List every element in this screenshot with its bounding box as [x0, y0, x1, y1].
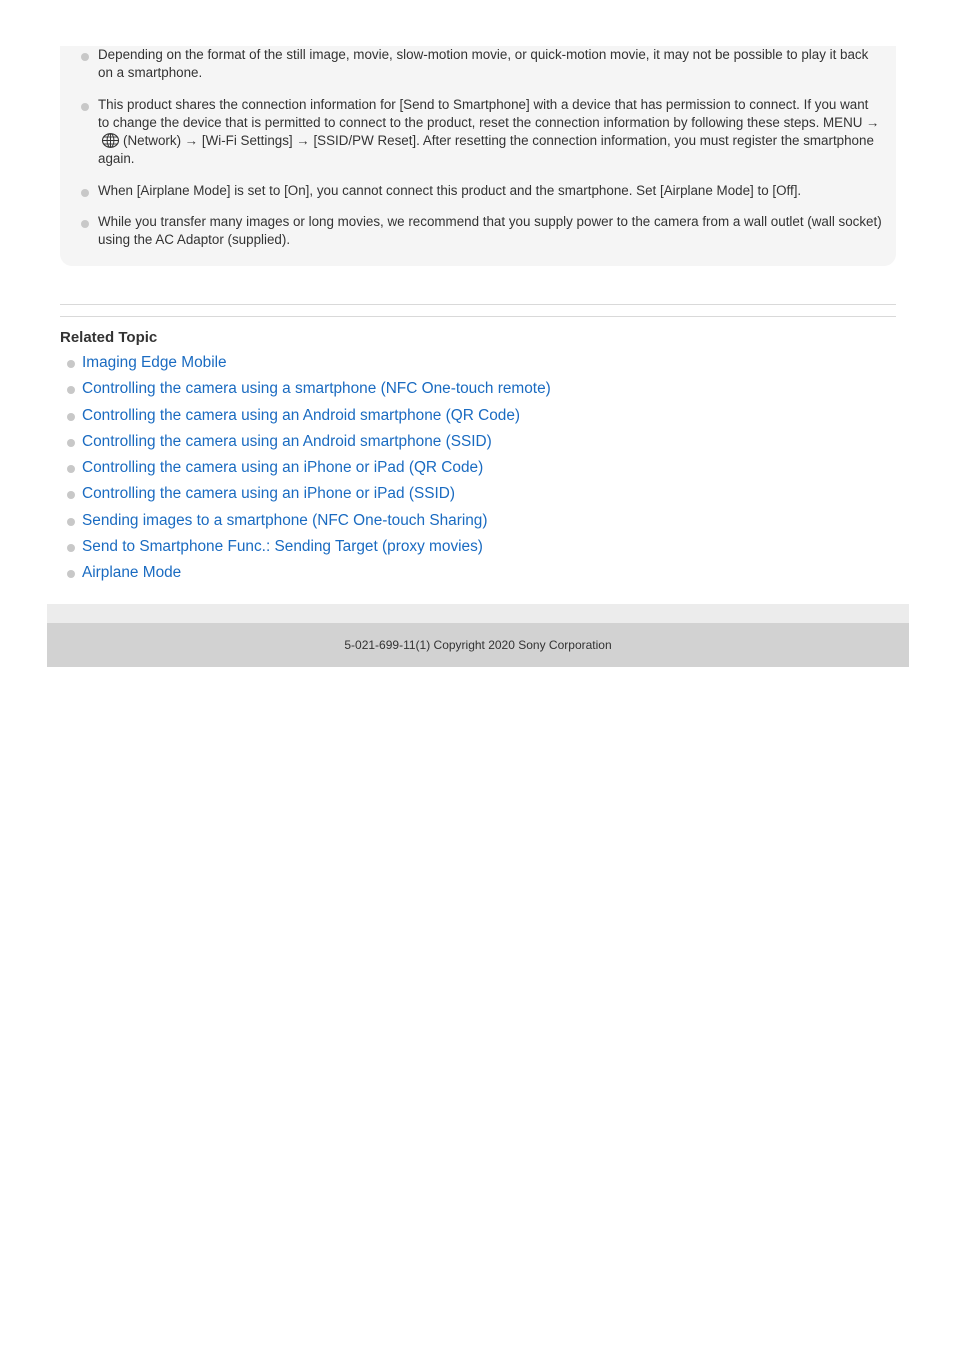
- list-item: [66, 431, 551, 457]
- bullet-icon: [81, 189, 89, 197]
- list-item: [66, 352, 551, 378]
- list-item: [66, 536, 551, 562]
- footer-band: [47, 604, 909, 623]
- bullet-icon: [81, 103, 89, 111]
- bullet-icon: [81, 220, 89, 228]
- note-item: [98, 213, 883, 249]
- notes-box: [60, 46, 896, 266]
- footer-copyright: 5-021-699-11(1) Copyright 2020 Sony Corporation: [47, 623, 909, 667]
- note-text: (Network) → [Wi-Fi Settings] → [SSID/PW Reset]. After resetting the connection information, you must register the smartphone again.: [98, 133, 874, 166]
- bullet-icon: [67, 439, 75, 447]
- divider: [60, 304, 896, 305]
- bullet-icon: [81, 53, 89, 61]
- network-globe-icon: [101, 133, 120, 148]
- related-link-android-qr[interactable]: Controlling the camera using an Android smartphone (QR Code): [82, 406, 521, 424]
- note-text: While you transfer many images or long movies, we recommend that you supply power to the camera from a wall outlet (wall socket) using the AC Adaptor (supplied).: [98, 214, 882, 247]
- note-item: [98, 46, 883, 82]
- divider: [60, 316, 896, 317]
- related-link-airplane-mode[interactable]: Airplane Mode: [82, 564, 182, 582]
- list-item: [66, 510, 551, 536]
- note-item: [98, 96, 883, 168]
- list-item: [66, 405, 551, 431]
- bullet-icon: [67, 386, 75, 394]
- bullet-icon: [67, 491, 75, 499]
- related-topic-heading: Related Topic: [60, 329, 158, 346]
- note-text: This product shares the connection information for [Send to Smartphone] with a device that has permission to connect. If you want to change the device that is permitted to connect to the product, reset the connection information by following these steps. MENU →: [98, 97, 880, 130]
- related-link-iphone-qr[interactable]: Controlling the camera using an iPhone or iPad (QR Code): [82, 459, 484, 477]
- note-text: Depending on the format of the still image, movie, slow-motion movie, or quick-motion movie, it may not be possible to play it back on a smartphone.: [98, 47, 869, 80]
- related-link-nfc-remote[interactable]: Controlling the camera using a smartphone (NFC One-touch remote): [82, 380, 551, 398]
- related-link-proxy-movies[interactable]: Send to Smartphone Func.: Sending Target (proxy movies): [82, 538, 483, 556]
- bullet-icon: [67, 518, 75, 526]
- list-item: [66, 483, 551, 509]
- related-link-android-ssid[interactable]: Controlling the camera using an Android smartphone (SSID): [82, 432, 492, 450]
- related-link-nfc-sharing[interactable]: Sending images to a smartphone (NFC One-touch Sharing): [82, 511, 488, 529]
- related-link-iphone-ssid[interactable]: Controlling the camera using an iPhone or iPad (SSID): [82, 485, 455, 503]
- bullet-icon: [67, 360, 75, 368]
- related-topic-list: [66, 352, 551, 589]
- bullet-icon: [67, 544, 75, 552]
- bullet-icon: [67, 413, 75, 421]
- note-item: [98, 182, 883, 200]
- list-item: [66, 562, 551, 588]
- bullet-icon: [67, 465, 75, 473]
- bullet-icon: [67, 570, 75, 578]
- list-item: [66, 378, 551, 404]
- related-link-imaging-edge-mobile[interactable]: Imaging Edge Mobile: [82, 354, 227, 371]
- list-item: [66, 457, 551, 483]
- note-text: When [Airplane Mode] is set to [On], you cannot connect this product and the smartphone. Set [Airplane Mode] to [Off].: [98, 183, 802, 198]
